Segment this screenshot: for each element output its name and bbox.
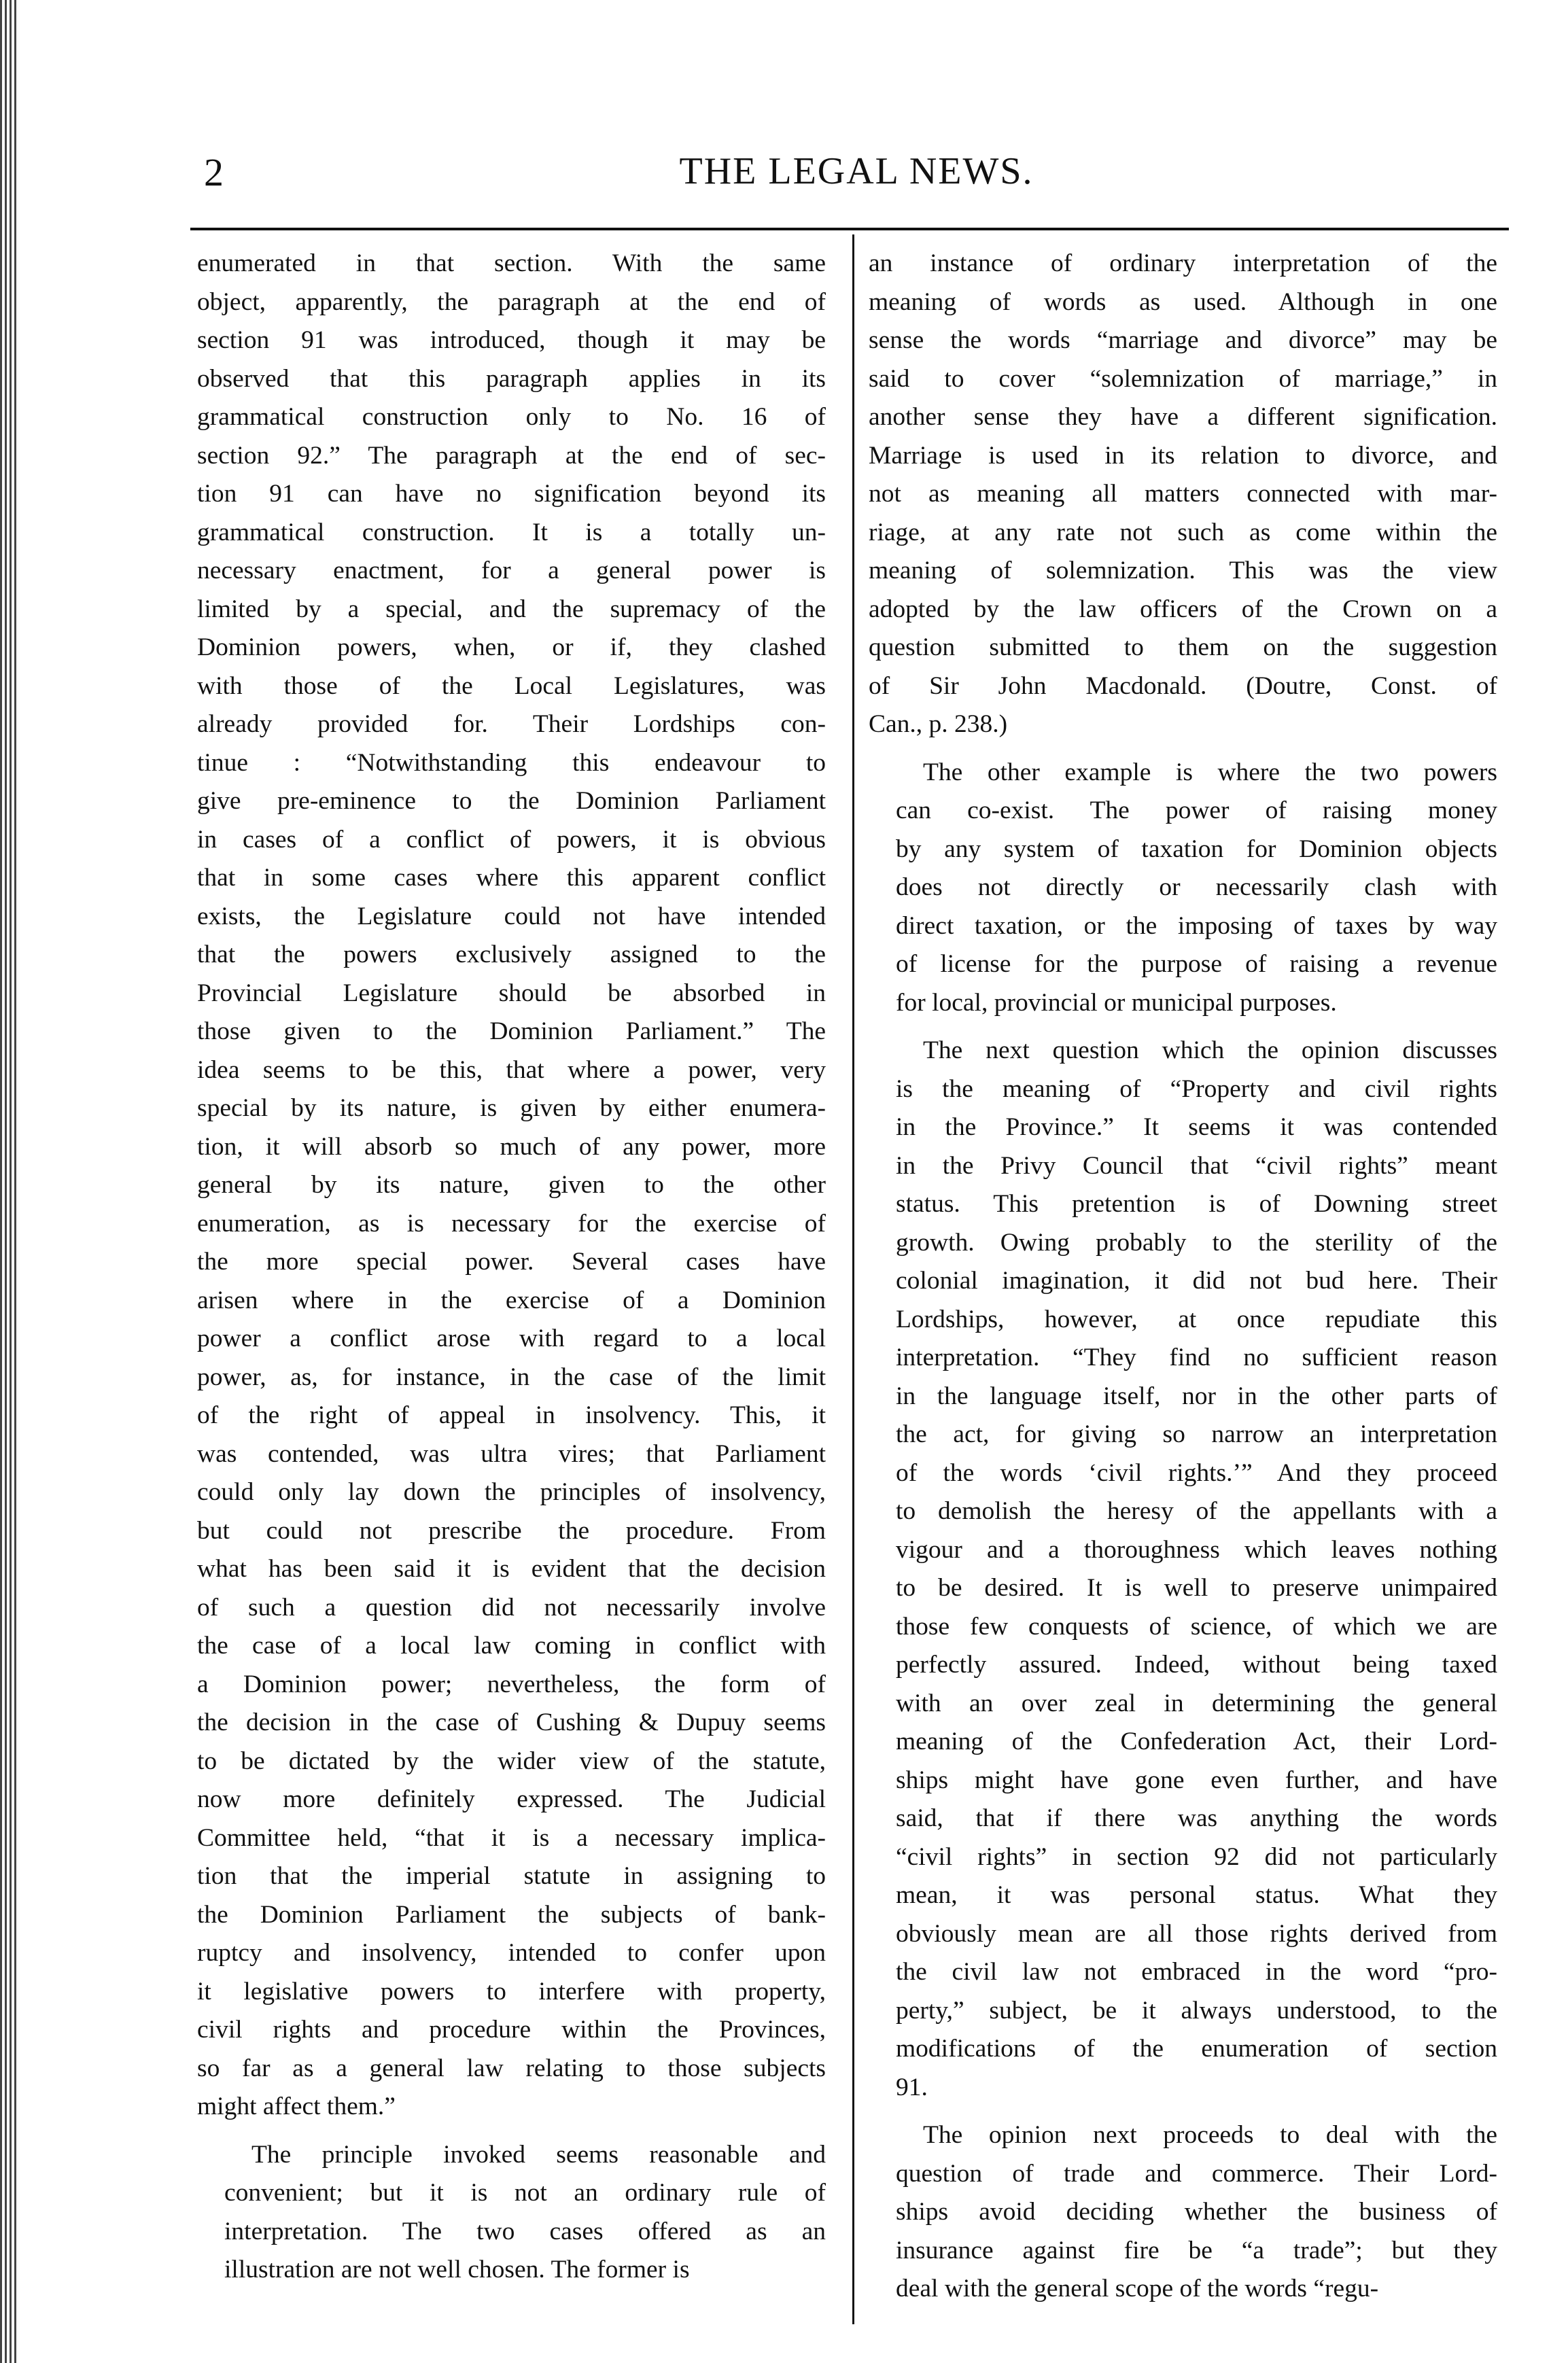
right-column [869,245,1497,2318]
text-line: it legislative powers to interfere with property, [197,1977,826,2006]
text-line: of such a question did not necessarily involve [197,1593,826,1622]
text-line: Dominion powers, when, or if, they clashed [197,633,826,661]
text-line: perty,” subject, be it always understood, to the [896,1996,1497,2025]
text-line: civil rights and procedure within the Provinces, [197,2016,826,2044]
text-line: an instance of ordinary interpretation of the [869,249,1497,277]
text-line: object, apparently, the paragraph at the end of [197,287,826,316]
page-number: 2 [204,150,224,194]
text-line: ships might have gone even further, and have [896,1766,1497,1794]
text-line: tion that the imperial statute in assigning to [197,1862,826,1890]
text-line: special by its nature, is given by either enumera- [197,1094,826,1122]
text-line: colonial imagination, it did not bud here. Their [896,1267,1497,1295]
text-line: perfectly assured. Indeed, without being taxed [896,1651,1497,1679]
paragraph [869,754,1497,1023]
text-line: meaning of the Confederation Act, their Lord- [896,1728,1497,1755]
text-line: said to cover “solemnization of marriage,” in [869,364,1497,393]
paragraph [197,2136,826,2290]
text-line: “civil rights” in section 92 did not particularly [896,1842,1497,1871]
text-line: the civil law not embraced in the word “pro- [896,1958,1497,1986]
text-line: idea seems to be this, that where a power, very [197,1055,826,1084]
text-line: The other example is where the two powers [923,758,1497,786]
text-line: insurance against fire be “a trade”; but they [896,2236,1497,2264]
paragraph [869,1032,1497,2107]
text-line: Marriage is used in its relation to divorce, and [869,441,1497,470]
text-line: the Dominion Parliament the subjects of bank- [197,1900,826,1929]
text-line: of the right of appeal in insolvency. This, it [197,1401,826,1429]
text-line: sense the words “marriage and divorce” may be [869,326,1497,354]
text-line: meaning of solemnization. This was the view [869,557,1497,584]
text-line: convenient; but it is not an ordinary rule of [224,2179,826,2207]
text-line: of the words ‘civil rights.’” And they proceed [896,1458,1497,1487]
text-line: another sense they have a different signification. [869,403,1497,431]
paragraph [197,245,826,2126]
text-line: but could not prescribe the procedure. From [197,1516,826,1545]
text-line: that in some cases where this apparent conflict [197,864,826,892]
text-line: those few conquests of science, of which we are [896,1612,1497,1641]
text-line: for local, provincial or municipal purposes. [896,988,1337,1017]
column-divider [852,234,854,2324]
text-line: status. This pretention is of Downing street [896,1190,1497,1218]
text-line: now more definitely expressed. The Judicial [197,1785,826,1813]
text-line: question submitted to them on the suggestion [869,633,1497,661]
text-line: 91. [896,2073,928,2101]
text-line: observed that this paragraph applies in its [197,364,826,393]
text-line: the decision in the case of Cushing & Dupuy seems [197,1709,826,1736]
text-line: arisen where in the exercise of a Dominion [197,1286,826,1314]
text-line: mean, it was personal status. What they [896,1881,1497,1909]
journal-title: THE LEGAL NEWS. [679,150,1034,192]
text-line: power, as, for instance, in the case of the limit [197,1363,826,1391]
text-line: section 92.” The paragraph at the end of sec- [197,441,826,470]
text-line: modifications of the enumeration of section [896,2035,1497,2063]
text-line: in the language itself, nor in the other parts of [896,1382,1497,1410]
text-line: tion 91 can have no signification beyond its [197,480,826,508]
text-line: said, that if there was anything the words [896,1804,1497,1832]
text-line: meaning of words as used. Although in one [869,287,1497,316]
text-line: might affect them.” [197,2093,396,2120]
text-line: could only lay down the principles of insolvency, [197,1478,826,1506]
text-line: Lordships, however, at once repudiate this [896,1305,1497,1333]
text-line: can co-exist. The power of raising money [896,797,1497,824]
running-head [204,143,1509,204]
text-line: general by its nature, given to the other [197,1171,826,1199]
text-line: what has been said it is evident that the decision [197,1555,826,1583]
text-line: adopted by the law officers of the Crown on a [869,595,1497,623]
text-line: Can., p. 238.) [869,710,1008,738]
text-line: interpretation. The two cases offered as an [224,2217,826,2245]
text-line: ships avoid deciding whether the business of [896,2198,1497,2226]
text-line: of license for the purpose of raising a revenue [896,950,1497,978]
text-line: deal with the general scope of the words “regu- [896,2275,1379,2303]
text-line: power a conflict arose with regard to a local [197,1325,826,1352]
text-line: enumerated in that section. With the same [197,249,826,277]
text-line: with those of the Local Legislatures, was [197,671,826,700]
text-line: limited by a special, and the supremacy of the [197,595,826,623]
text-line: The next question which the opinion discusses [923,1036,1497,1064]
text-line: necessary enactment, for a general power is [197,557,826,584]
text-line: to be desired. It is well to preserve unimpaired [896,1574,1497,1602]
text-line: that the powers exclusively assigned to the [197,941,826,968]
text-line: by any system of taxation for Dominion objects [896,835,1497,863]
binding-edge [0,0,19,2363]
left-column [197,245,826,2299]
text-line: in the Privy Council that “civil rights” meant [896,1151,1497,1180]
text-line: tion, it will absorb so much of any power, more [197,1132,826,1161]
text-line: interpretation. “They find no sufficient reason [896,1344,1497,1371]
text-line: enumeration, as is necessary for the exercise of [197,1209,826,1238]
text-line: Provincial Legislature should be absorbed in [197,979,826,1007]
text-line: does not directly or necessarily clash with [896,873,1497,901]
text-line: direct taxation, or the imposing of taxes by way [896,911,1497,940]
text-line: illustration are not well chosen. The former is [224,2256,690,2283]
text-line: grammatical construction. It is a totally un- [197,518,826,546]
text-line: to demolish the heresy of the appellants with a [896,1497,1497,1525]
text-line: in cases of a conflict of powers, it is obvious [197,825,826,854]
text-line: the act, for giving so narrow an interpretation [896,1420,1497,1448]
text-line: with an over zeal in determining the general [896,1689,1497,1717]
text-line: Committee held, “that it is a necessary implica- [197,1823,826,1852]
text-line: of Sir John Macdonald. (Doutre, Const. of [869,671,1497,700]
text-line: a Dominion power; nevertheless, the form of [197,1670,826,1698]
text-line: section 91 was introduced, though it may be [197,326,826,354]
text-line: give pre-eminence to the Dominion Parliament [197,787,826,815]
text-line: tinue : “Notwithstanding this endeavour to [197,748,826,777]
text-line: vigour and a thoroughness which leaves nothing [896,1535,1497,1564]
paragraph [869,245,1497,744]
paragraph [869,2116,1497,2309]
text-line: the more special power. Several cases have [197,1248,826,1276]
text-line: ruptcy and insolvency, intended to confer upon [197,1939,826,1967]
header-rule [190,228,1509,230]
text-line: was contended, was ultra vires; that Parliament [197,1439,826,1468]
text-line: is the meaning of “Property and civil rights [896,1074,1497,1103]
text-line: those given to the Dominion Parliament.” The [197,1017,826,1045]
text-line: not as meaning all matters connected with mar- [869,480,1497,508]
text-line: riage, at any rate not such as come within the [869,518,1497,546]
text-line: in the Province.” It seems it was contended [896,1113,1497,1141]
text-line: question of trade and commerce. Their Lord- [896,2159,1497,2188]
text-line: exists, the Legislature could not have intended [197,902,826,930]
text-line: obviously mean are all those rights derived from [896,1919,1497,1948]
text-line: the case of a local law coming in conflict with [197,1632,826,1660]
text-line: The principle invoked seems reasonable and [251,2140,826,2169]
text-line: so far as a general law relating to those subjects [197,2054,826,2082]
text-line: grammatical construction only to No. 16 of [197,403,826,431]
text-line: The opinion next proceeds to deal with the [923,2121,1497,2149]
text-line: to be dictated by the wider view of the statute, [197,1747,826,1775]
text-line: already provided for. Their Lordships con- [197,710,826,738]
text-line: growth. Owing probably to the sterility of the [896,1228,1497,1257]
